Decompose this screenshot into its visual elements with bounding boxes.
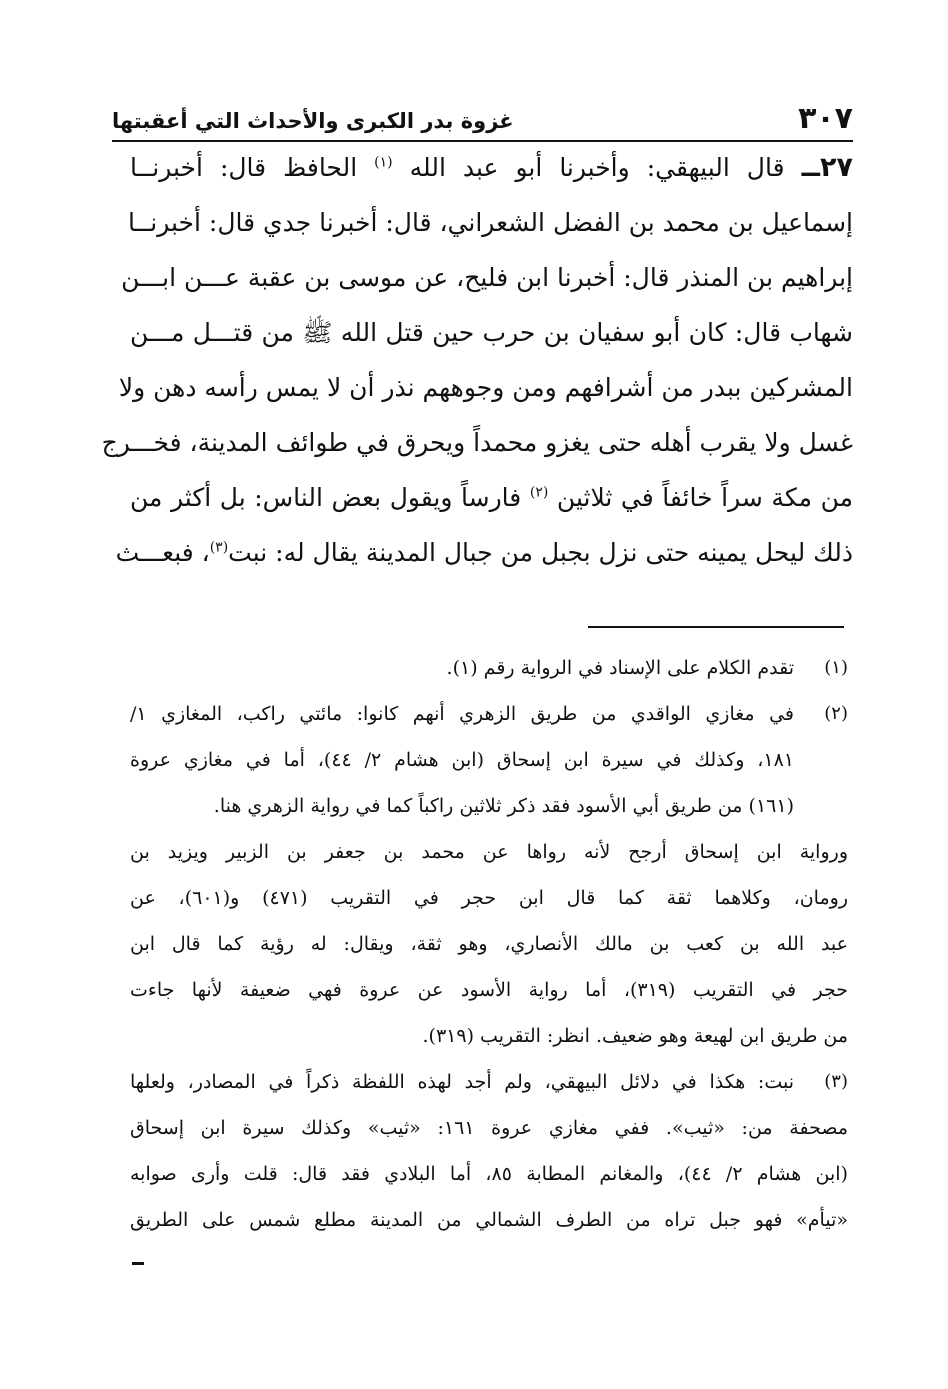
footnote-line: من طريق ابن لهيعة وهو ضعيف. انظر: التقريب (٣١٩). <box>422 1025 848 1047</box>
text-line: من مكة سراً خائفاً في ثلاثين $^{(٢)}$ فارساً ويقول بعض الناس: بل أكثر من <box>130 483 854 512</box>
footnote-marker: (٣) <box>824 1071 848 1092</box>
narration-number: ٢٧ــ <box>801 152 853 183</box>
text-line: إبراهيم بن المنذر قال: أخبرنا ابن فليح، عن موسى بن عقبة عـــن ابـــن <box>121 263 853 292</box>
continuation-dash <box>132 1262 144 1265</box>
footnote-line: عبد الله بن كعب بن مالك الأنصاري، وهو ثقة، ويقال: له رؤية كما قال ابن <box>130 933 848 955</box>
footnote-divider <box>588 626 844 628</box>
narration-text <box>101 140 854 580</box>
footnote-1 <box>130 645 848 691</box>
running-title: غزوة بدر الكبرى والأحداث التي أعقبتها <box>112 109 514 133</box>
footnote-line: (١٦١) من طريق أبي الأسود فقد ذكر ثلاثين راكباً كما في رواية الزهري هنا. <box>213 795 794 817</box>
text-line: المشركين ببدر من أشرافهم ومن وجوههم نذر أن لا يمس رأسه دهن ولا <box>118 373 853 402</box>
footnote-line: نبت: هكذا في دلائل البيهقي، ولم أجد لهذه اللفظة ذكراً في المصادر، ولعلها <box>130 1071 794 1093</box>
footnote-ref: (٣) <box>209 539 229 556</box>
text-line: إسماعيل بن محمد بن الفضل الشعراني، قال: أخبرنا جدي قال: أخبرنــا <box>128 208 853 237</box>
footnotes <box>130 645 848 1243</box>
footnote-line: حجر في التقريب (٣١٩)، أما رواية الأسود عن عروة فهي ضعيفة لأنها جاءت <box>130 979 848 1001</box>
footnote-line: رومان، وكلاهما ثقة كما قال ابن حجر في التقريب (٤٧١) و(٦٠١)، عن <box>130 887 848 909</box>
text-line: ذلك ليحل يمينه حتى نزل بجبل من جبال المدينة يقال له: نبت$^{(٣)}$، فبعـــث <box>115 538 853 567</box>
page-number: ٣٠٧ <box>798 101 853 136</box>
footnote-ref: (٢) <box>529 484 549 501</box>
text-line: ٢٧ــ قال البيهقي: وأخبرنا أبو عبد الله $^{(١)}$ الحافظ قال: أخبرنــا <box>130 152 853 183</box>
footnote-marker: (١) <box>824 657 848 678</box>
footnote-2 <box>130 691 848 1059</box>
text-line: غسل ولا يقرب أهله حتى يغزو محمداً ويحرق في طوائف المدينة، فخـــرج <box>101 428 853 457</box>
footnote-line: في مغازي الواقدي من طريق الزهري أنهم كانوا: مائتي راكب، المغازي ١/ <box>130 703 794 725</box>
footnote-3 <box>130 1059 848 1243</box>
footnote-marker: (٢) <box>824 703 848 724</box>
text-line: شهاب قال: كان أبو سفيان بن حرب حين قتل الله ﷺ من قتـــل مـــن <box>130 318 853 347</box>
page-header <box>112 96 853 142</box>
footnote-line: مصحفة من: «ثيب». ففي مغازي عروة ١٦١: «ثيب» وكذلك سيرة ابن إسحاق <box>130 1117 848 1139</box>
footnote-line: تقدم الكلام على الإسناد في الرواية رقم (١). <box>446 657 794 679</box>
footnote-ref: (١) <box>374 154 393 171</box>
footnote-line: «تيأم» فهو جبل تراه من الطرف الشمالي من المدينة مطلع شمس على الطريق <box>130 1209 848 1231</box>
footnote-line: (ابن هشام ٢/ ٤٤)، والمغانم المطابة ٨٥، أما البلادي فقد قال: قلت وأرى صوابه <box>130 1163 848 1185</box>
footnote-line: ورواية ابن إسحاق أرجح لأنه رواها عن محمد بن جعفر بن الزبير ويزيد بن <box>130 841 848 863</box>
footnote-line: ١٨١، وكذلك في سيرة ابن إسحاق (ابن هشام ٢/ ٤٤)، أما في مغازي عروة <box>130 749 794 771</box>
